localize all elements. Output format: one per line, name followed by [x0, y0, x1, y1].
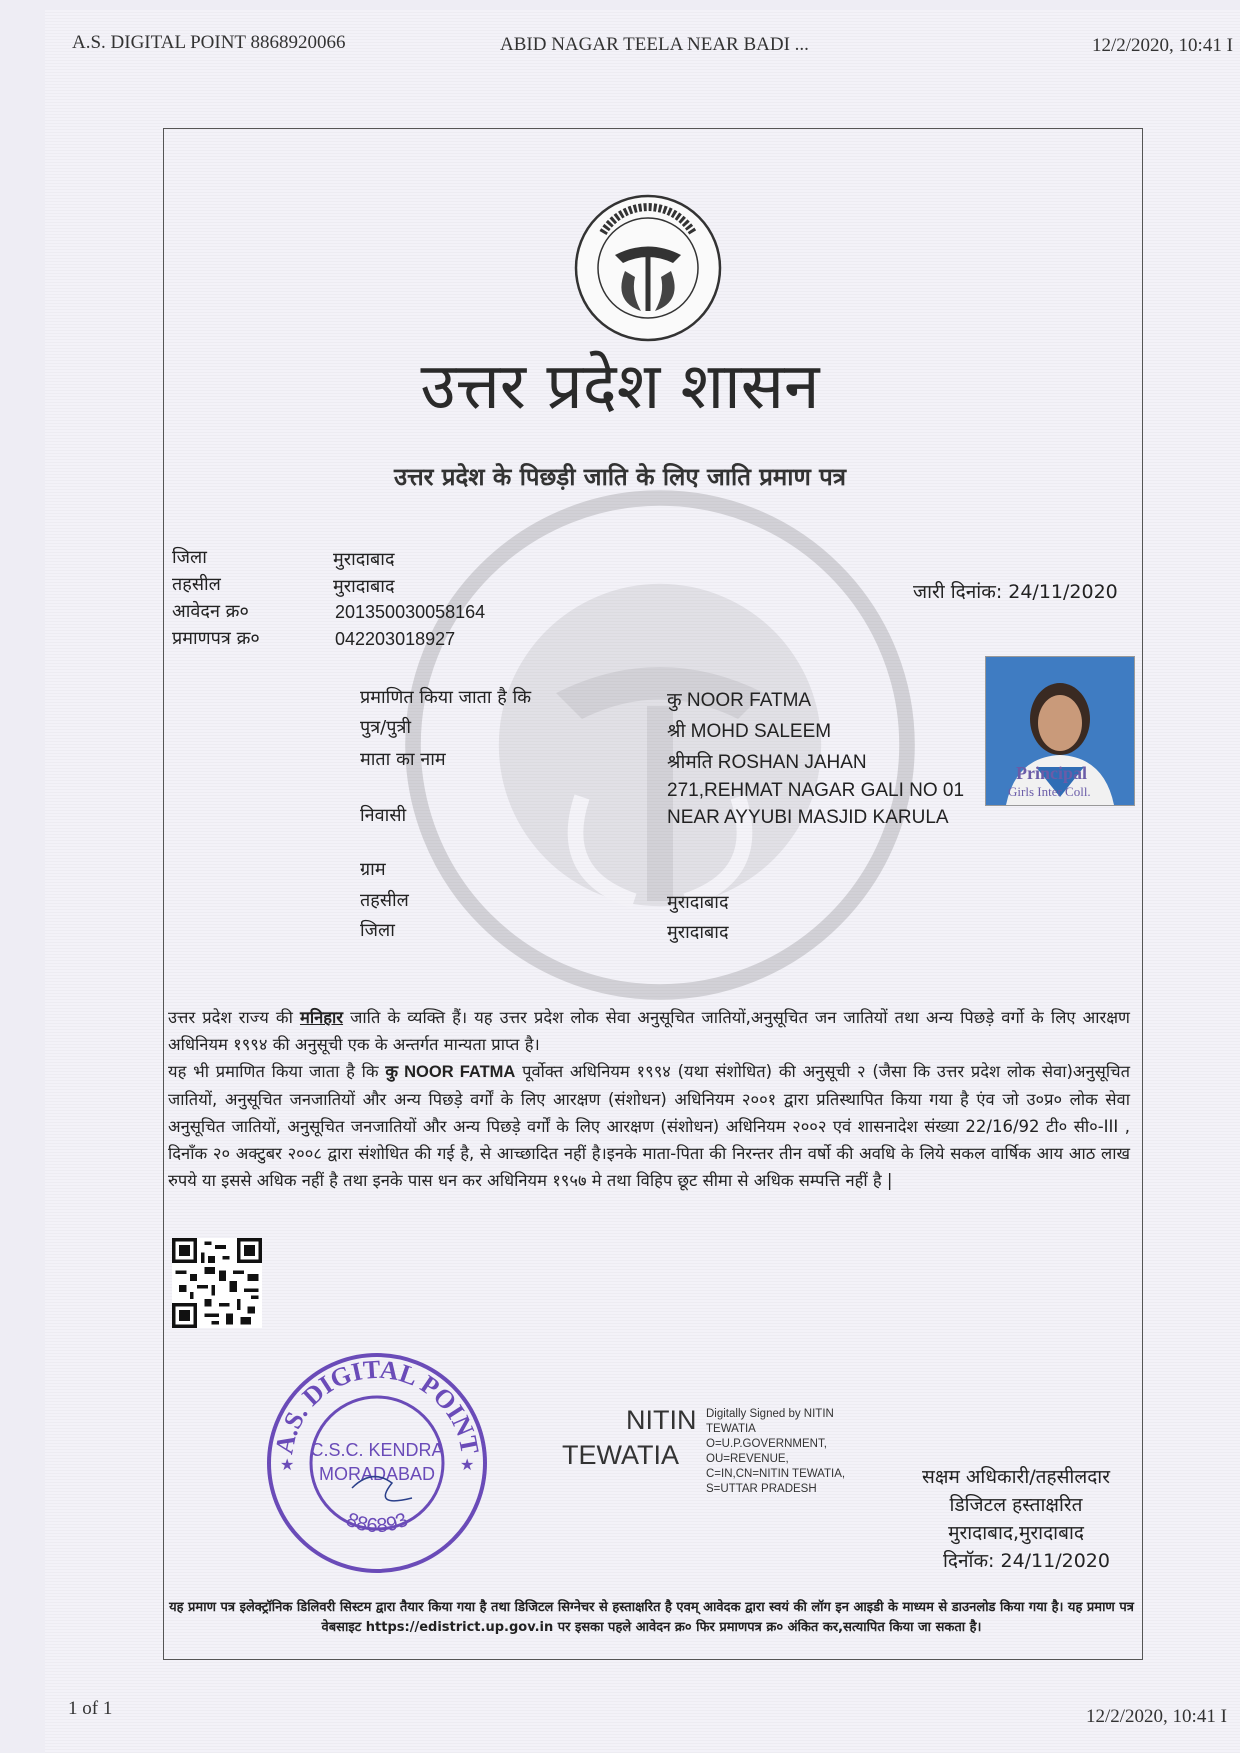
- meta-tehsil-label: तहसील: [172, 574, 221, 595]
- village-label: ग्राम: [360, 859, 386, 880]
- print-header-center: ABID NAGAR TEELA NEAR BADI ...: [500, 34, 809, 55]
- footer-note: यह प्रमाण पत्र इलेक्ट्रॉनिक डिलिवरी सिस्टम द्वारा तैयार किया गया है तथा डिजिटल सिग्नेचर से हस्ताक्षरित है एवम् आवेदक द्वारा स्वयं की लॉग इन आइडी के माध्यम से डाउनलोड किया गया है। यह प्रमाण पत्र वेबसाइट https://edistrict.up.gov.in पर इसका पहले आवेदन क्र० फिर प्रमाणपत्र क्र० अंकित कर,सत्यापित किया जा सकता है।: [169, 1600, 1134, 1635]
- resident-label: निवासी: [360, 805, 407, 826]
- meta-certificate-value: 042203018927: [335, 629, 456, 649]
- print-header-left: A.S. DIGITAL POINT 8868920066: [72, 32, 346, 53]
- meta-application-label: आवेदन क्र०: [172, 601, 249, 622]
- meta-district-label: जिला: [172, 547, 207, 568]
- child-of-value: श्री MOHD SALEEM: [667, 721, 832, 742]
- svg-text:★: ★: [280, 1455, 295, 1474]
- caste-name: मनिहार: [299, 1008, 344, 1027]
- child-of-label: पुत्र/पुत्री: [360, 717, 412, 738]
- signer-first-name: NITIN: [626, 1405, 697, 1435]
- print-footer-left: 1 of 1: [68, 1698, 113, 1719]
- mother-value: श्रीमति ROSHAN JAHAN: [667, 752, 867, 773]
- district-label: जिला: [360, 920, 395, 941]
- svg-text:MORADABAD: MORADABAD: [318, 1464, 436, 1484]
- meta-tehsil-value: मुरादाबाद: [333, 576, 395, 597]
- svg-text:886893: 886893: [342, 1508, 412, 1538]
- svg-text:C.S.C. KENDRA: C.S.C. KENDRA: [310, 1440, 444, 1460]
- certificate-body: उत्तर प्रदेश राज्य की मनिहार जाति के व्यक्ति हैं। यह उत्तर प्रदेश लोक सेवा अनुसूचित जातियों,अनुसूचित जन जातियों तथा अन्य पिछड़े वर्गो के लिए आरक्षण अधिनियम १९९४ की अनुसूची एक के अन्तर्गत मान्यता प्राप्त है। यह भी प्रमाणित किया जाता है कि कु NOOR FATMA पूर्वोक्त अधिनियम १९९४ (यथा संशोधित) की अनुसूची २ (जैसा कि उत्तर प्रदेश लोक सेवा)अनुसूचित जातियों, अनुसूचित जनजातियों और अन्य पिछड़े वर्गों के लिए आरक्षण (संशोधन) अधिनियम २००१ द्वारा प्रतिस्थापित किया गया है एंव जो उ०प्र० लोक सेवा अनुसूचित जातियों, अनुसूचित जनजातियों और अन्य पिछड़े वर्गों के लिए आरक्षण (संशोधन) अधिनियम २००२ एवं शासनादेश संख्या 22/16/92 टी० सी०-III , दिनाँक २० अक्टुबर २००८ द्वारा संशोधित की गई है, से आच्छादित नहीं है।इनके माता-पिता की निरन्तर तीन वर्षो की अवधि के लिये सकल वार्षिक आय आठ लाख रुपये या इससे अधिक नहीं है तथा इनके पास धन कर अधिनियम १९५७ मे तथा विहिप छूट सीमा से अधिक सम्पत्ति नहीं है |: [168, 1008, 1130, 1190]
- meta-district-value: मुरादाबाद: [333, 549, 395, 570]
- resident-address: 271,REHMAT NAGAR GALI NO 01 NEAR AYYUBI MASJID KARULA: [667, 780, 965, 828]
- applicant-name-inline: कु NOOR FATMA: [385, 1063, 516, 1081]
- certified-value: कु NOOR FATMA: [667, 690, 812, 711]
- meta-certificate-label: प्रमाणपत्र क्र०: [172, 628, 260, 649]
- print-footer-right: 12/2/2020, 10:41 I: [1086, 1706, 1227, 1727]
- svg-text:A.S. DIGITAL POINT: A.S. DIGITAL POINT: [269, 1354, 485, 1457]
- print-header-right: 12/2/2020, 10:41 I: [1092, 35, 1233, 56]
- csc-kendra-stamp: [262, 1348, 492, 1578]
- certificate-title: उत्तर प्रदेश शासन: [420, 350, 820, 424]
- tehsil-label: तहसील: [360, 890, 409, 911]
- up-government-emblem-icon: [573, 193, 723, 343]
- issue-date: जारी दिनांक: 24/11/2020: [913, 581, 1118, 603]
- district-value: मुरादाबाद: [667, 922, 729, 943]
- signer-last-name: TEWATIA: [562, 1440, 679, 1470]
- svg-text:★: ★: [460, 1455, 475, 1474]
- certificate-subtitle: उत्तर प्रदेश के पिछड़ी जाति के लिए जाति प्रमाण पत्र: [393, 463, 847, 491]
- issuing-authority: सक्षम अधिकारी/तहसीलदार डिजिटल हस्ताक्षरित मुरादाबाद,मुरादाबाद दिनॉक: 24/11/2020: [922, 1466, 1110, 1572]
- mother-label: माता का नाम: [360, 749, 446, 770]
- digital-signature-details: Digitally Signed by NITIN TEWATIA O=U.P.GOVERNMENT, OU=REVENUE, C=IN,CN=NITIN TEWATIA, S=UTTAR PRADESH: [706, 1408, 846, 1495]
- tehsil-value: मुरादाबाद: [667, 892, 729, 913]
- qr-code-icon[interactable]: [172, 1238, 262, 1328]
- applicant-photo: Principal Girls Inter Coll.: [985, 656, 1135, 806]
- certified-label: प्रमाणित किया जाता है कि: [360, 687, 532, 708]
- watermark-emblem-icon: [400, 485, 920, 1005]
- meta-application-value: 201350030058164: [335, 602, 486, 622]
